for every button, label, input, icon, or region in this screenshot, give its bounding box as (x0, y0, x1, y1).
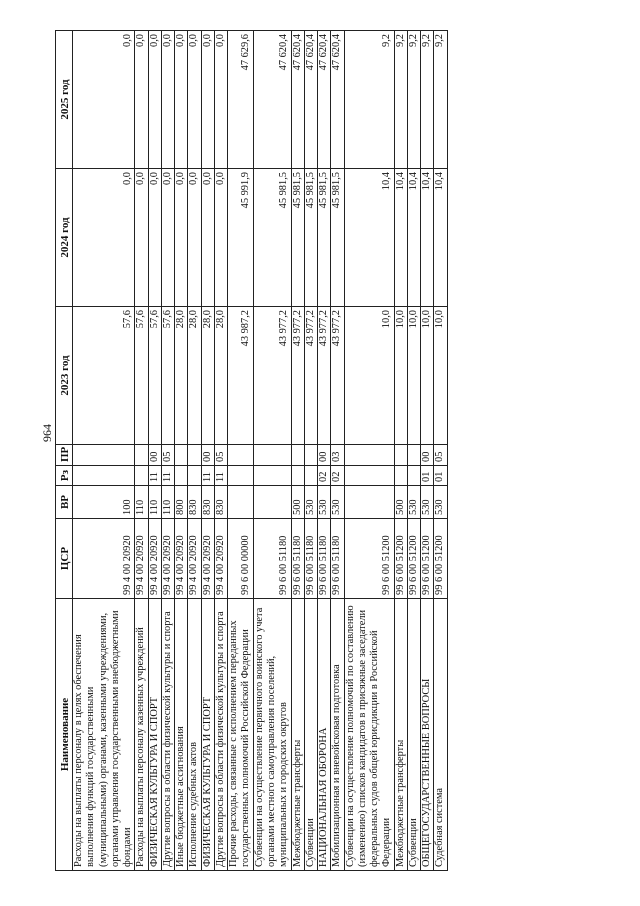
cell-2025: 9,2 (394, 31, 407, 169)
cell-csr: 99 6 00 51200 (344, 519, 394, 599)
cell-2025: 0,0 (201, 31, 214, 169)
cell-2025: 47 620,4 (253, 31, 291, 169)
cell-2024: 45 981,5 (304, 169, 317, 307)
cell-vr: 110 (161, 486, 174, 519)
cell-2023: 57,6 (148, 307, 161, 445)
cell-csr: 99 4 00 20920 (188, 519, 201, 599)
cell-vr: 830 (201, 486, 214, 519)
cell-rz (394, 466, 407, 486)
cell-2024: 0,0 (201, 169, 214, 307)
cell-pr: 05 (214, 445, 227, 466)
cell-vr (344, 486, 394, 519)
cell-csr: 99 4 00 20920 (161, 519, 174, 599)
cell-2023: 43 987,2 (228, 307, 254, 445)
cell-2025: 0,0 (135, 31, 148, 169)
cell-2023: 28,0 (214, 307, 227, 445)
cell-name: Другие вопросы в области физической культуры и спорта (214, 599, 227, 871)
cell-2023: 43 977,2 (253, 307, 291, 445)
header-2024: 2024 год (56, 169, 73, 307)
cell-2023: 10,0 (421, 307, 434, 445)
cell-2025: 0,0 (73, 31, 135, 169)
cell-csr: 99 4 00 20920 (214, 519, 227, 599)
cell-pr: 00 (201, 445, 214, 466)
cell-2025: 0,0 (161, 31, 174, 169)
cell-2025: 9,2 (421, 31, 434, 169)
cell-name: НАЦИОНАЛЬНАЯ ОБОРОНА (318, 599, 331, 871)
cell-name: Исполнение судебных актов (188, 599, 201, 871)
cell-name: Субвенции на осуществление полномочий по составлению (изменению) списков кандидатов в присяжные заседатели федеральных судов общей юрисдикции в Российской Федерации (344, 599, 394, 871)
cell-vr: 500 (394, 486, 407, 519)
cell-csr: 99 6 00 51180 (331, 519, 344, 599)
cell-rz: 11 (161, 466, 174, 486)
cell-2023: 10,0 (344, 307, 394, 445)
cell-vr (228, 486, 254, 519)
cell-name: Субвенции (304, 599, 317, 871)
cell-name: Субвенции (407, 599, 420, 871)
cell-pr (407, 445, 420, 466)
cell-2024: 45 981,5 (331, 169, 344, 307)
cell-csr: 99 4 00 20920 (175, 519, 188, 599)
cell-vr (253, 486, 291, 519)
cell-2023: 28,0 (188, 307, 201, 445)
cell-name: ФИЗИЧЕСКАЯ КУЛЬТУРА И СПОРТ (201, 599, 214, 871)
cell-pr (228, 445, 254, 466)
table-row (304, 31, 317, 871)
cell-pr: 00 (421, 445, 434, 466)
table-row (291, 31, 304, 871)
cell-rz (188, 466, 201, 486)
cell-rz (228, 466, 254, 486)
budget-table (55, 30, 448, 871)
cell-pr: 05 (161, 445, 174, 466)
header-rz: Рз (56, 466, 73, 486)
cell-csr: 99 6 00 51200 (434, 519, 447, 599)
table-row (421, 31, 434, 871)
table-row (407, 31, 420, 871)
cell-csr: 99 6 00 51200 (394, 519, 407, 599)
cell-pr: 00 (148, 445, 161, 466)
cell-2023: 57,6 (161, 307, 174, 445)
cell-2023: 28,0 (201, 307, 214, 445)
cell-vr: 110 (135, 486, 148, 519)
cell-2025: 47 620,4 (304, 31, 317, 169)
cell-vr: 530 (331, 486, 344, 519)
cell-name: Субвенции на осуществление первичного воинского учета органами местного самоуправления поселений, муниципальных и городских округов (253, 599, 291, 871)
table-row (73, 31, 135, 871)
cell-2024: 0,0 (175, 169, 188, 307)
cell-rz (407, 466, 420, 486)
table-row (253, 31, 291, 871)
cell-name: Расходы на выплаты персоналу казенных учреждений (135, 599, 148, 871)
cell-2025: 0,0 (214, 31, 227, 169)
table-row (148, 31, 161, 871)
cell-2025: 47 629,6 (228, 31, 254, 169)
cell-csr: 99 6 00 51180 (304, 519, 317, 599)
cell-csr: 99 4 00 20920 (135, 519, 148, 599)
cell-pr (175, 445, 188, 466)
cell-rz: 02 (331, 466, 344, 486)
cell-2024: 0,0 (214, 169, 227, 307)
cell-pr: 00 (318, 445, 331, 466)
table-row (318, 31, 331, 871)
cell-2024: 10,4 (344, 169, 394, 307)
cell-pr (394, 445, 407, 466)
cell-2024: 10,4 (421, 169, 434, 307)
cell-csr: 99 6 00 51180 (253, 519, 291, 599)
cell-2024: 45 981,5 (318, 169, 331, 307)
cell-pr (135, 445, 148, 466)
cell-2024: 10,4 (434, 169, 447, 307)
cell-2025: 9,2 (344, 31, 394, 169)
cell-pr (291, 445, 304, 466)
cell-vr: 830 (214, 486, 227, 519)
cell-pr (73, 445, 135, 466)
cell-rz (253, 466, 291, 486)
cell-2024: 45 981,5 (253, 169, 291, 307)
cell-vr: 800 (175, 486, 188, 519)
cell-2024: 45 991,9 (228, 169, 254, 307)
cell-rz (73, 466, 135, 486)
cell-2023: 10,0 (434, 307, 447, 445)
table-body (73, 31, 448, 871)
cell-csr: 99 6 00 51200 (421, 519, 434, 599)
cell-pr (188, 445, 201, 466)
cell-2024: 10,4 (394, 169, 407, 307)
cell-vr: 530 (434, 486, 447, 519)
cell-2023: 57,6 (135, 307, 148, 445)
cell-rz: 11 (214, 466, 227, 486)
cell-name: ОБЩЕГОСУДАРСТВЕННЫЕ ВОПРОСЫ (421, 599, 434, 871)
cell-rz (304, 466, 317, 486)
cell-name: Прочие расходы, связанные с исполнением переданных государственных полномочий Российской Федерации (228, 599, 254, 871)
cell-2025: 47 620,4 (318, 31, 331, 169)
cell-2025: 47 620,4 (331, 31, 344, 169)
cell-2025: 9,2 (407, 31, 420, 169)
cell-2023: 43 977,2 (304, 307, 317, 445)
cell-rz: 11 (201, 466, 214, 486)
cell-vr: 110 (148, 486, 161, 519)
cell-csr: 99 4 00 20920 (73, 519, 135, 599)
header-vr: ВР (56, 486, 73, 519)
table-row (344, 31, 394, 871)
table-row (161, 31, 174, 871)
cell-name: Межбюджетные трансферты (291, 599, 304, 871)
table-row (188, 31, 201, 871)
cell-2023: 57,6 (73, 307, 135, 445)
cell-name: Расходы на выплаты персоналу в целях обеспечения выполнения функций государственными (муниципальными) органами, казенными учреждениями, органами управления государственными внебюджетными фондами (73, 599, 135, 871)
cell-2024: 45 981,5 (291, 169, 304, 307)
cell-pr: 03 (331, 445, 344, 466)
cell-2024: 0,0 (73, 169, 135, 307)
cell-csr: 99 6 00 51180 (318, 519, 331, 599)
cell-rz: 01 (421, 466, 434, 486)
budget-table-container (55, 31, 640, 871)
cell-2024: 0,0 (148, 169, 161, 307)
cell-vr: 500 (291, 486, 304, 519)
page-number-text: 964 (40, 424, 54, 442)
table-row (214, 31, 227, 871)
table-row (228, 31, 254, 871)
cell-2024: 0,0 (161, 169, 174, 307)
cell-2023: 43 977,2 (318, 307, 331, 445)
cell-2023: 10,0 (394, 307, 407, 445)
cell-csr: 99 6 00 51200 (407, 519, 420, 599)
cell-pr (253, 445, 291, 466)
table-row (135, 31, 148, 871)
cell-2024: 10,4 (407, 169, 420, 307)
cell-vr: 530 (318, 486, 331, 519)
cell-name: Судебная система (434, 599, 447, 871)
cell-name: Межбюджетные трансферты (394, 599, 407, 871)
cell-rz (344, 466, 394, 486)
table-row (175, 31, 188, 871)
cell-2024: 0,0 (135, 169, 148, 307)
cell-2025: 0,0 (188, 31, 201, 169)
cell-rz: 02 (318, 466, 331, 486)
cell-vr: 530 (407, 486, 420, 519)
table-row (201, 31, 214, 871)
header-2025: 2025 год (56, 31, 73, 169)
cell-name: ФИЗИЧЕСКАЯ КУЛЬТУРА И СПОРТ (148, 599, 161, 871)
table-header-row (56, 31, 73, 871)
cell-2023: 28,0 (175, 307, 188, 445)
cell-csr: 99 6 00 00000 (228, 519, 254, 599)
cell-2025: 0,0 (175, 31, 188, 169)
cell-name: Мобилизационная и вневойсковая подготовка (331, 599, 344, 871)
cell-vr: 530 (421, 486, 434, 519)
table-row (394, 31, 407, 871)
cell-name: Иные бюджетные ассигнования (175, 599, 188, 871)
cell-2025: 9,2 (434, 31, 447, 169)
cell-vr: 100 (73, 486, 135, 519)
header-name: Наименование (56, 599, 73, 871)
cell-rz (175, 466, 188, 486)
header-pr: ПР (56, 445, 73, 466)
cell-rz (135, 466, 148, 486)
cell-vr: 530 (304, 486, 317, 519)
cell-2025: 47 620,4 (291, 31, 304, 169)
cell-2023: 10,0 (407, 307, 420, 445)
cell-rz: 01 (434, 466, 447, 486)
cell-rz (291, 466, 304, 486)
cell-2023: 43 977,2 (331, 307, 344, 445)
cell-pr (304, 445, 317, 466)
cell-csr: 99 6 00 51180 (291, 519, 304, 599)
header-2023: 2023 год (56, 307, 73, 445)
table-row (434, 31, 447, 871)
cell-csr: 99 4 00 20920 (148, 519, 161, 599)
cell-2023: 43 977,2 (291, 307, 304, 445)
cell-rz: 11 (148, 466, 161, 486)
cell-csr: 99 4 00 20920 (201, 519, 214, 599)
cell-vr: 830 (188, 486, 201, 519)
cell-pr (344, 445, 394, 466)
cell-name: Другие вопросы в области физической культуры и спорта (161, 599, 174, 871)
cell-2025: 0,0 (148, 31, 161, 169)
header-csr: ЦСР (56, 519, 73, 599)
cell-pr: 05 (434, 445, 447, 466)
cell-2024: 0,0 (188, 169, 201, 307)
table-row (331, 31, 344, 871)
